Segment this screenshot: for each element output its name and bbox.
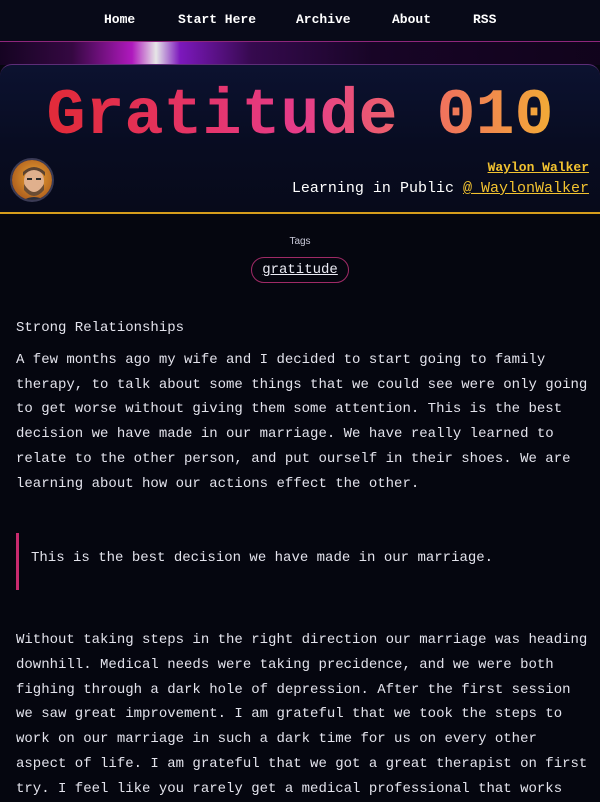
twitter-handle-link[interactable]: @_WaylonWalker [462,180,589,197]
avatar-portrait-icon [12,160,54,202]
post-hero [0,64,600,214]
page-title: Gratitude 010 [0,79,600,153]
section-heading: Strong Relationships [16,320,185,336]
pull-quote [16,533,584,590]
nav-start-here-link[interactable]: Start Here [178,12,257,27]
nav-rss-link[interactable]: RSS [473,12,497,27]
author-avatar[interactable] [10,158,54,202]
article-body [16,316,588,497]
article-paragraph: A few months ago my wife and I decided to start going to family therapy, to talk about some things that we could see were only going to get worse without giving them some attention. This is the best decision we have made in our marriage. We have really learned to relate to the other person, and put ourself in their shoes. We are learning about how our actions effect the other. [16,351,588,492]
article-paragraph-2: Without taking steps in the right direction our marriage was heading downhill. Medical needs were taking precidence, and we were both fighing through a dark hole of depression. After the first session we saw great improvement. I am grateful that we took the steps to work on our marriage in such a dark time for us on every other aspect of life. I am grateful that we got a great therapist on first try. I feel like you rarely get a medical professional that works [16,632,588,797]
pull-quote-text: This is the best decision we have made in our marriage. [31,550,494,566]
tagline-text: Learning in Public [291,180,454,197]
nav-glow-banner [0,41,600,65]
tag-gratitude[interactable]: gratitude [251,257,349,283]
nav-home-link[interactable]: Home [104,12,136,27]
top-navigation [0,0,600,42]
nav-archive-link[interactable]: Archive [296,12,351,27]
nav-about-link[interactable]: About [392,12,432,27]
tags-label: Tags [289,236,311,247]
nav-divider [0,41,600,42]
author-tagline [292,180,589,197]
author-name-link[interactable]: Waylon Walker [487,160,589,175]
